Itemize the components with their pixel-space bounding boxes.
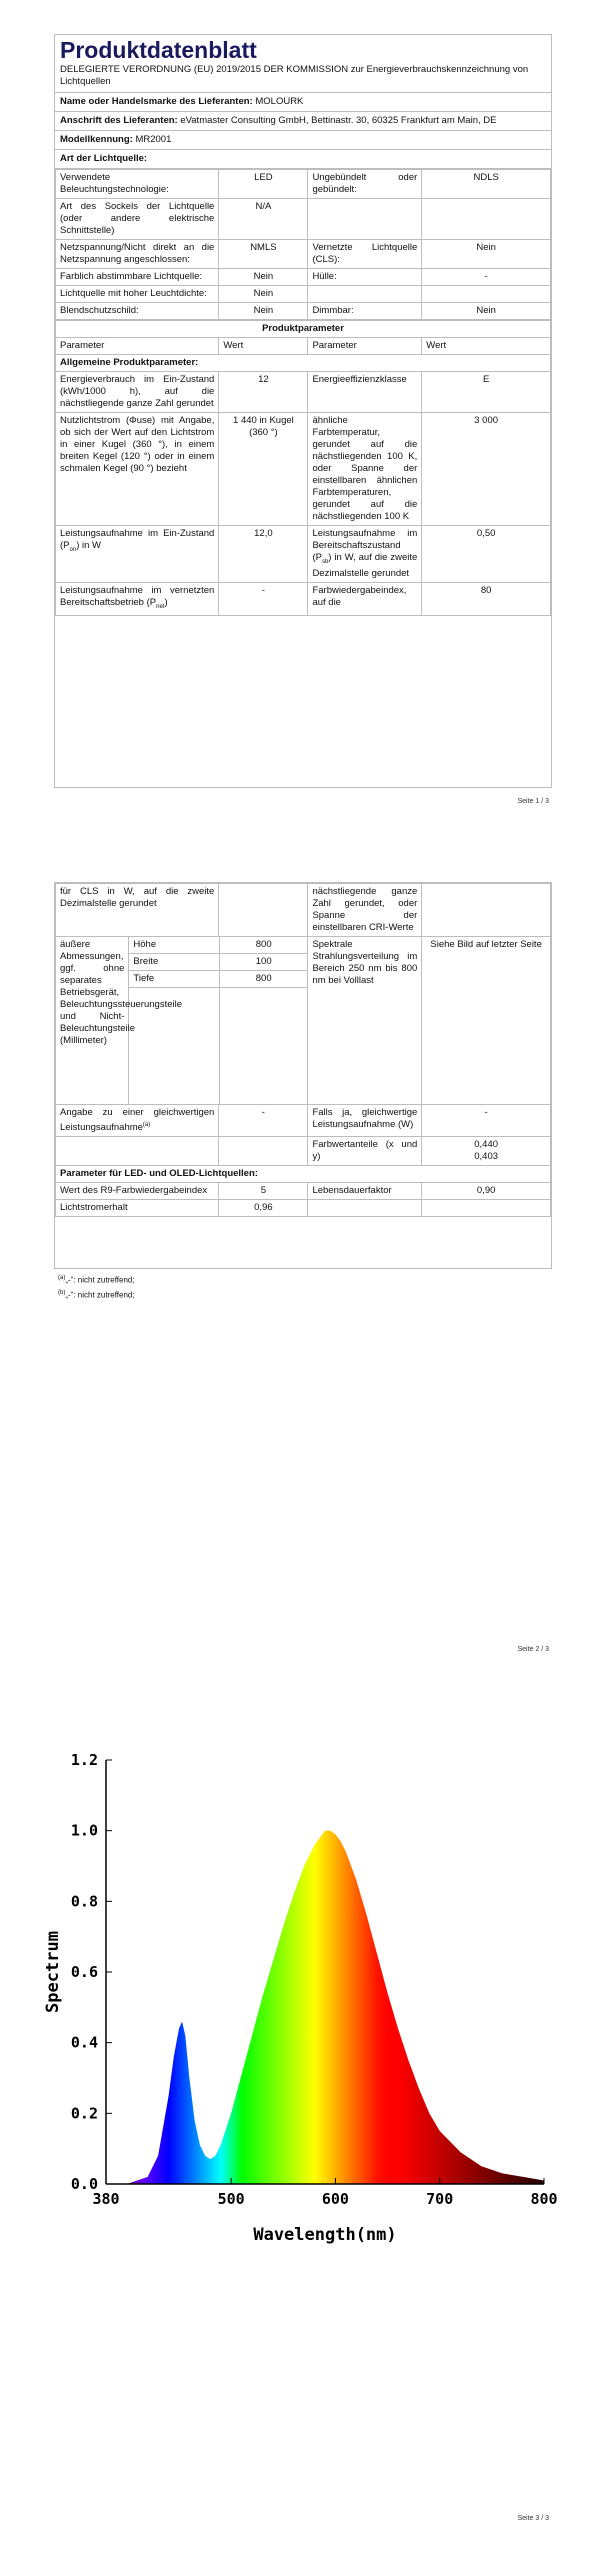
light-source-row: [56, 199, 551, 240]
dim-depth-label: Tiefe: [129, 971, 220, 988]
efficiency-class-label: Energieeffizienzklasse: [308, 372, 422, 413]
light-source-param-label: Blendschutzschild:: [56, 303, 219, 320]
light-source-param-value: Nein: [219, 269, 308, 286]
light-source-row: [56, 303, 551, 320]
lumen-maintenance-value: 0,96: [219, 1200, 308, 1217]
light-source-param-label: Lichtquelle mit hoher Leuchtdichte:: [56, 286, 219, 303]
led-params-header: Parameter für LED- und OLED-Lichtquellen:: [56, 1166, 551, 1183]
light-source-param-value: NMLS: [219, 240, 308, 269]
efficiency-class-value: E: [422, 372, 551, 413]
y-tick-label: 0.6: [70, 1963, 98, 1981]
standby-power-value: 0,50: [422, 526, 551, 583]
spectral-distribution-value: Siehe Bild auf letzter Seite: [422, 937, 551, 1105]
supplier-address-label: Anschrift des Lieferanten:: [60, 115, 178, 126]
light-source-param-value: -: [422, 269, 551, 286]
col-header-value-2: Wert: [422, 338, 551, 355]
light-source-row: [56, 240, 551, 269]
light-source-param-value: N/A: [219, 199, 308, 240]
x-tick-label: 600: [321, 2190, 349, 2208]
equivalent-power-label: Angabe zu einer gleichwertigen Leistungsaufnahme$^{(a)}$: [56, 1105, 219, 1137]
col-header-value-1: Wert: [219, 338, 308, 355]
dim-depth-value: 800: [219, 971, 307, 988]
page-3: [0, 1670, 603, 2560]
x-tick-label: 800: [530, 2190, 558, 2208]
datasheet-page-1: [54, 34, 552, 788]
col-header-param-1: Parameter: [56, 338, 219, 355]
y-tick-label: 1.2: [70, 1751, 98, 1769]
spectral-distribution-label: Spektrale Strahlungsverteilung im Bereich 250 nm bis 800 nm bei Volllast: [308, 937, 422, 1105]
x-tick-label: 500: [217, 2190, 245, 2208]
light-source-param-value: Nein: [422, 303, 551, 320]
model-id: MR2001: [135, 134, 172, 145]
cct-value: 3 000: [422, 413, 551, 526]
light-source-row: [56, 170, 551, 199]
supplier-address: eVatmaster Consulting GmbH, Bettinastr. 30, 60325 Frankfurt am Main, DE: [180, 115, 497, 126]
y-tick-label: 0.0: [70, 2175, 98, 2193]
supplier-address-row: [55, 112, 551, 131]
light-source-param-value: [422, 199, 551, 240]
r9-label: Wert des R9-Farbwiedergabeindex: [56, 1183, 219, 1200]
light-source-param-label: Verwendete Beleuchtungstechnologie:: [56, 170, 219, 199]
light-source-param-label: Vernetzte Lichtquelle (CLS):: [308, 240, 422, 269]
light-source-param-label: [308, 286, 422, 303]
standby-power-label: Leistungsaufnahme im Bereitschaftszustand $(P_{sb})$ in W, auf die zweite Dezimalstelle gerundet: [308, 526, 422, 583]
survival-factor-value: 0,90: [422, 1183, 551, 1200]
chromaticity-label: Farbwertanteile (x und y): [308, 1137, 422, 1166]
light-source-row: [56, 286, 551, 303]
light-source-param-value: Nein: [219, 286, 308, 303]
dimensions-label: äußere Abmessungen, ggf. ohne separates Betriebsgerät, Beleuchtungssteuerungsteile und Nicht-Beleuchtungsteile (Millimeter): [56, 937, 129, 1104]
model-row: [55, 131, 551, 150]
light-source-param-label: Ungebündelt oder gebündelt:: [308, 170, 422, 199]
energy-consumption-value: 12: [219, 372, 308, 413]
y-tick-label: 1.0: [70, 1821, 98, 1840]
regulation-subtitle: DELEGIERTE VERORDNUNG (EU) 2019/2015 DER KOMMISSION zur Energieverbrauchskennzeichnung von Lichtquellen: [55, 63, 551, 93]
equivalent-power-value: -: [219, 1105, 308, 1137]
light-source-table: [55, 169, 551, 320]
product-parameters-table: [55, 320, 551, 616]
y-tick-label: 0.2: [70, 2104, 98, 2123]
footnote-a: $^{(a)}$„-“: nicht zutreffend;: [58, 1275, 135, 1285]
cct-label: ähnliche Farbtemperatur, gerundet auf die nächstliegenden 100 K, oder Spanne der einstellbaren ähnlichen Farbtemperaturen, gerundet auf die nächstliegenden 100 K: [308, 413, 422, 526]
page-1: [0, 0, 603, 820]
light-source-param-label: Art des Sockels der Lichtquelle (oder andere elektrische Schnittstelle): [56, 199, 219, 240]
y-tick-label: 0.4: [70, 2033, 98, 2052]
y-axis-label: Spectrum: [43, 1931, 63, 2013]
light-source-param-label: Farblich abstimmbare Lichtquelle:: [56, 269, 219, 286]
light-source-param-value: LED: [219, 170, 308, 199]
datasheet-page-2: [54, 882, 552, 1269]
light-source-param-value: [422, 286, 551, 303]
networked-standby-label: Leistungsaufnahme im vernetzten Bereitschaftsbetrieb $(P_{net})$: [56, 582, 219, 615]
page-footer-2: Seite 2 / 3: [517, 1646, 549, 1653]
page-2: [0, 820, 603, 1670]
general-params-header: Allgemeine Produktparameter:: [56, 355, 551, 372]
on-mode-power-value: 12,0: [219, 526, 308, 583]
footnotes: [58, 1272, 135, 1301]
cri-label: Farbwiedergabeindex, auf die: [308, 582, 422, 615]
light-source-param-label: Hülle:: [308, 269, 422, 286]
supplier-name: MOLOURK: [255, 96, 304, 107]
footnote-b: $^{(b)}$„-“: nicht zutreffend;: [58, 1289, 135, 1300]
page-title: Produktdatenblatt: [60, 37, 257, 63]
networked-standby-value: -: [219, 582, 308, 615]
dimensions-table: [56, 937, 307, 1104]
survival-factor-label: Lebensdauerfaktor: [308, 1183, 422, 1200]
x-tick-label: 700: [426, 2190, 454, 2208]
product-parameters-table-cont: [55, 883, 551, 1217]
light-source-param-label: [308, 199, 422, 240]
dim-width-value: 100: [219, 954, 307, 971]
useful-flux-label: Nutzlichtstrom (Φuse) mit Angabe, ob sich der Wert auf den Lichtstrom in einer Kugel (360 °), in einem breiten Kegel (120 °) oder in einem schmalen Kegel (90 °) bezieht: [56, 413, 219, 526]
x-axis-label: Wavelength(nm): [253, 2225, 397, 2245]
spectrum-chart: [30, 1740, 590, 2270]
light-source-row: [56, 269, 551, 286]
useful-flux-value: 1 440 in Kugel (360 °): [219, 413, 308, 526]
equivalent-power-right-label: Falls ja, gleichwertige Leistungsaufnahme (W): [308, 1105, 422, 1137]
col-header-param-2: Parameter: [308, 338, 422, 355]
supplier-name-label: Name oder Handelsmarke des Lieferanten:: [60, 96, 253, 107]
on-mode-power-label: Leistungsaufnahme im Ein-Zustand $(P_{on})$ in W: [56, 526, 219, 583]
r9-value: 5: [219, 1183, 308, 1200]
light-source-param-value: Nein: [219, 303, 308, 320]
dimensions-cell: [56, 937, 308, 1105]
chromaticity-values: 0,440 0,403: [422, 1137, 551, 1166]
product-params-header: Produktparameter: [56, 321, 551, 338]
light-source-type-label: Art der Lichtquelle:: [60, 153, 148, 164]
light-source-param-label: Dimmbar:: [308, 303, 422, 320]
light-source-param-label: Netzspannung/Nicht direkt an die Netzspannung angeschlossen:: [56, 240, 219, 269]
light-source-param-value: Nein: [422, 240, 551, 269]
page-footer-1: Seite 1 / 3: [517, 798, 549, 805]
energy-consumption-label: Energieverbrauch im Ein-Zustand (kWh/1000 h), auf die nächstliegende ganze Zahl gerundet: [56, 372, 219, 413]
dim-width-label: Breite: [129, 954, 220, 971]
page-footer-3: Seite 3 / 3: [517, 2515, 549, 2522]
dim-height-label: Höhe: [129, 937, 220, 954]
cri-value: 80: [422, 582, 551, 615]
lumen-maintenance-label: Lichtstromerhalt: [56, 1200, 219, 1217]
light-source-param-value: NDLS: [422, 170, 551, 199]
supplier-name-row: [55, 93, 551, 112]
cri-cont-left: für CLS in W, auf die zweite Dezimalstelle gerundet: [56, 884, 219, 937]
model-label: Modellkennung:: [60, 134, 133, 145]
x-tick-label: 380: [92, 2190, 120, 2208]
equivalent-power-right-value: -: [422, 1105, 551, 1137]
cri-cont-right: nächstliegende ganze Zahl gerundet, oder Spanne der einstellbaren CRI-Werte: [308, 884, 422, 937]
y-tick-label: 0.8: [70, 1892, 98, 1911]
dim-height-value: 800: [219, 937, 307, 954]
light-source-type-row: [55, 150, 551, 169]
